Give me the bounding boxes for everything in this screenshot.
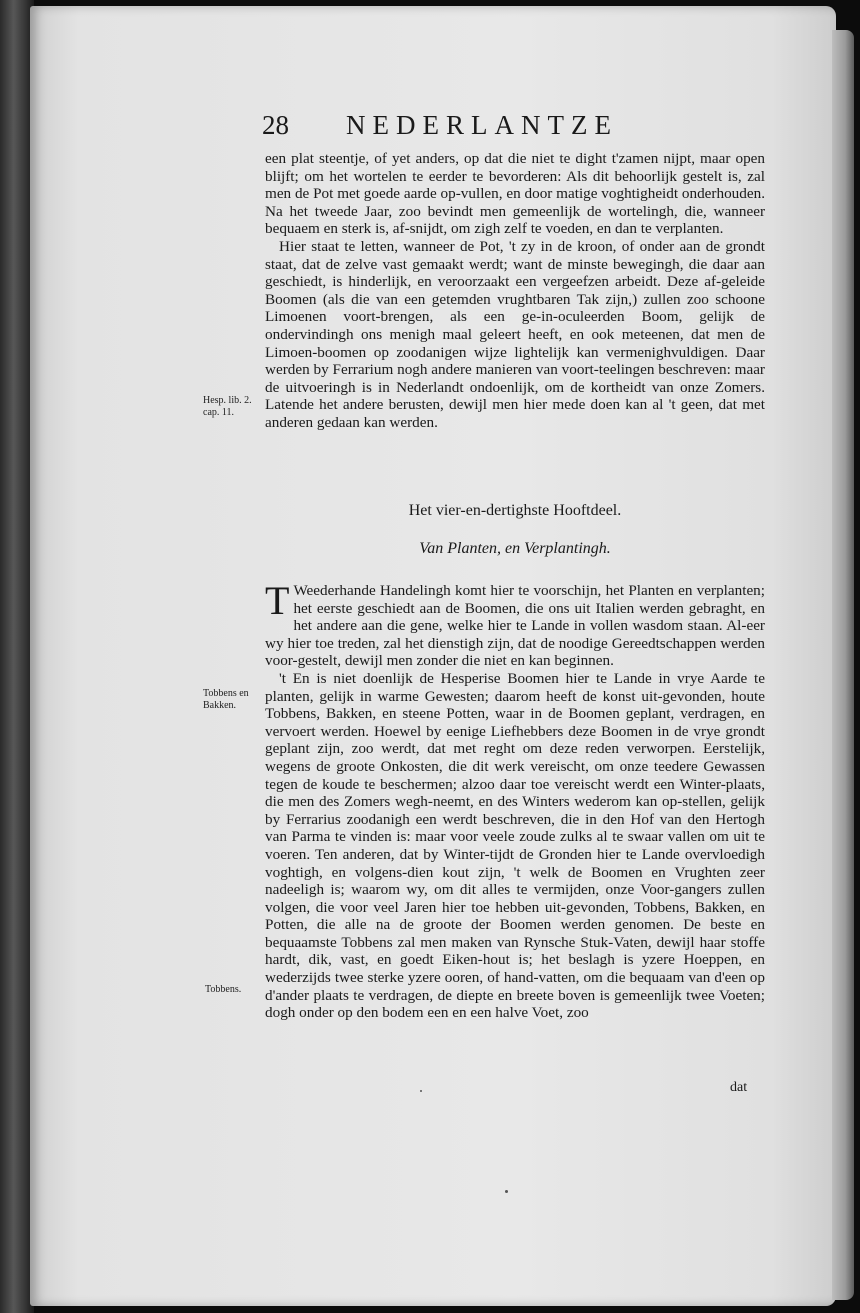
paragraph-4: 't En is niet doenlijk de Hesperise Boomen hier te Lande in vrye Aarde te planten, gelijk in warme Gewesten; daarom heeft de konst uit-gevonden, houte Tobbens, Bakken, en steene Potten, waar in de Boomen geplant, verdragen, en vervoert werden. Hoewel by eenige Liefhebbers deze Boomen in de vrye grondt geplant zijn, zoo werdt, dat met reght om deze reden verworpen. Eerstelijk, wegens de groote Onkosten, die dit werk vereischt, om onze teedere Gewassen tegen de koude te beschermen; alzoo daar toe vereischt werdt een Winter-plaats, die men des Zomers wegh-neemt, en des Winters wederom kan op-stellen, gelijk by Ferrarius zoodanigh een werdt beschreven, die in den Hof van den Hertogh van Parma te vinden is: maar voor veele zoude zulks al te swaar vallen om uit te voeren. Ten anderen, dat by Winter-tijdt de Gronden hier te Lande overvloedigh voghtigh, en volgens-dien kout zijn, 't welk de Boomen en Vrughten zeer nadeeligh is; waarom wy, om dit alles te vermijden, onze Voor-gangers zullen volgen, die voor veel Jaren hier toe hebben uit-gevonden, Tobbens, Bakken, en Potten, die alle na de groote der Boomen werden genomen. De beste en bequaamste Tobbens zal men maken van Rynsche Stuk-Vaten, dewijl haar stoffe hardt, dik, vast, en goedt Eiken-hout is; het beslagh is yzere Hoeppen, en wederzijds twee sterke yzere ooren, of hand-vatten, om die bequaam van d'een op d'ander plaats te verdragen, de diepte en breete boven is gemeenlijk twee Voeten; dogh onder op den bodem een en een halve Voet, zoo bbox=[265, 669, 765, 1022]
paragraph-1: een plat steentje, of yet anders, op dat die niet te dight t'zamen nijpt, maar open blijft; om het wortelen te eerder te bevorderen: Als dit behoorlijk gestelt is, zal men de Pot met goede aarde op-vullen, en door matige voghtigheidt onderhouden. Na het tweede Jaar, zoo bevindt men gemeenlijk de wortelingh, die, wanneer bequaem en sterk is, af-snijdt, om zigh zelf te voeden, en dan te verplanten. bbox=[265, 150, 765, 238]
chapter-title: Het vier-en-dertighste Hooftdeel. bbox=[408, 502, 622, 519]
section-1 bbox=[265, 150, 765, 432]
running-head: NEDERLANTZE bbox=[346, 110, 618, 140]
section-2 bbox=[265, 578, 765, 1022]
paper-speck bbox=[420, 1090, 422, 1092]
sidenote-tobbens-en-bakken: Tobbens en Bakken. bbox=[203, 688, 249, 711]
paragraph-3 bbox=[265, 578, 765, 670]
page-number: 28 bbox=[262, 110, 289, 140]
sidenote-hesp: Hesp. lib. 2. cap. 11. bbox=[203, 395, 252, 418]
sidenote-tobbens: Tobbens. bbox=[205, 984, 242, 995]
paragraph-2: Hier staat te letten, wanneer de Pot, 't zy in de kroon, of onder aan de grondt staat, dat de zelve vast gemaakt werdt; want de minste bewegingh, die daar aan geschiedt, is hinderlijk, en veroorzaakt een vergeefzen arbeidt. Deze af-geleide Boomen (als die van een getemden vrughtbaren Tak zijn,) zullen zoo schoone Limoenen voort-brengen, als een ge-in-oculeerden Boom, gelijk de ondervindingh ons menigh maal geleert heeft, en ook meteenen, dat men de Limoen-boomen op zoodanigen wijze lightelijk kan vermenighvuldigen. Daar werden by Ferrarium nogh andere manieren van voort-teelingen beschreven: maar de uitvoeringh is in Nederlandt ondoenlijk, om de kortheidt van onze Zomers. Latende het andere berusten, dewijl men hier mede doen kan al 't geen, dat met anderen gedaan kan werden. bbox=[265, 237, 765, 431]
catchword: dat bbox=[730, 1080, 748, 1095]
chapter-subtitle: Van Planten, en Verplantingh. bbox=[419, 540, 611, 557]
paper-speck bbox=[505, 1190, 508, 1193]
paragraph-3-text: Weederhande Handelingh komt hier te voorschijn, het Planten en verplanten; het eerste geschiedt aan de Boomen, die ons uit Italien werden gebraght, en het andere aan die gene, welke hier te Lande in vollen wasdom staan. Al-eer wy hier toe treden, zal het dienstigh zijn, dat de noodige Gereedtschappen werden voor-gestelt, dewijl men zonder die niet en kan beginnen. bbox=[265, 582, 765, 670]
drop-cap: T bbox=[265, 578, 290, 623]
